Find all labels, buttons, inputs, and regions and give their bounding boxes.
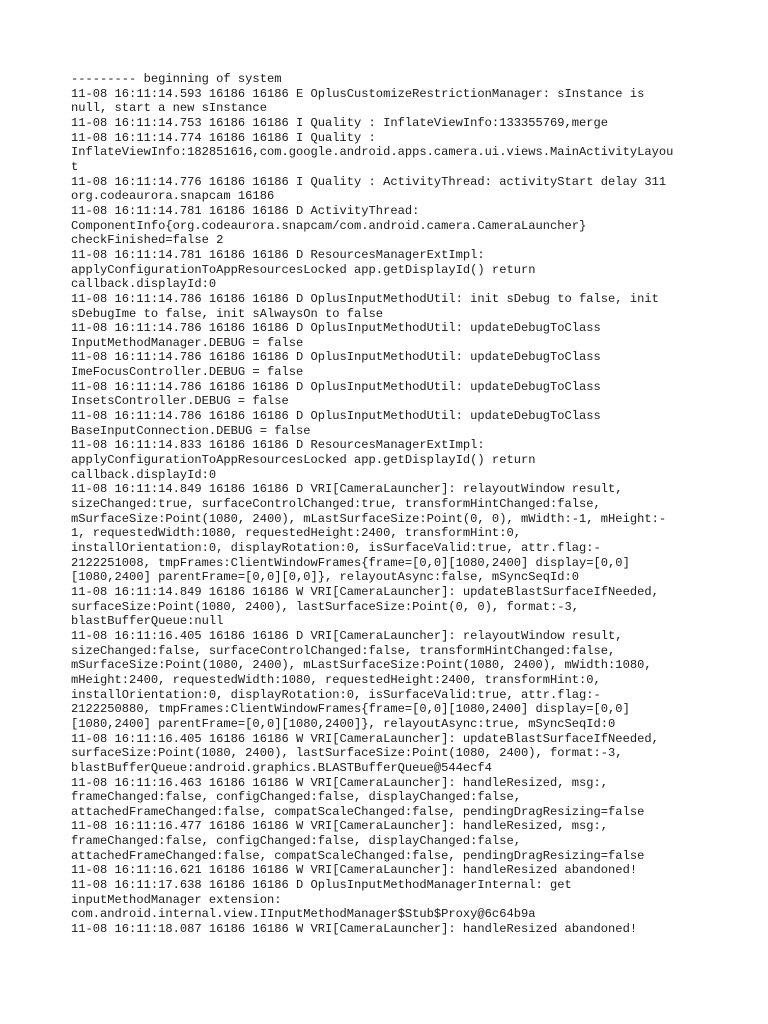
log-line: 11-08 16:11:14.776 16186 16186 I Quality : ActivityThread: activityStart delay 311 xyxy=(71,174,667,189)
log-line: 11-08 16:11:14.781 16186 16186 D ResourcesManagerExtImpl: xyxy=(71,247,485,262)
log-line: 11-08 16:11:14.786 16186 16186 D OplusInputMethodUtil: updateDebugToClass xyxy=(71,321,601,336)
log-line: 11-08 16:11:14.774 16186 16186 I Quality : xyxy=(71,130,376,145)
log-line: ImeFocusController.DEBUG = false xyxy=(71,365,304,380)
log-line: mSurfaceSize:Point(1080, 2400), mLastSurfaceSize:Point(0, 0), mWidth:-1, mHeight:- xyxy=(71,511,667,526)
log-line: InflateViewInfo:182851616,com.google.android.apps.camera.ui.views.MainActivityLayou xyxy=(71,145,674,160)
log-line: [1080,2400] parentFrame=[0,0][0,0]}, relayoutAsync:false, mSyncSeqId:0 xyxy=(71,570,580,585)
log-line: InsetsController.DEBUG = false xyxy=(71,394,289,409)
log-line: 2122251008, tmpFrames:ClientWindowFrames{frame=[0,0][1080,2400] display=[0,0] xyxy=(71,555,630,570)
log-line: surfaceSize:Point(1080, 2400), lastSurfaceSize:Point(0, 0), format:-3, xyxy=(71,599,580,614)
log-line: sDebugIme to false, init sAlwaysOn to false xyxy=(71,306,384,321)
log-line: 11-08 16:11:17.638 16186 16186 D OplusInputMethodManagerInternal: get xyxy=(71,878,572,893)
log-line: 11-08 16:11:14.849 16186 16186 D VRI[CameraLauncher]: relayoutWindow result, xyxy=(71,482,623,497)
log-line: installOrientation:0, displayRotation:0, isSurfaceValid:true, attr.flag:- xyxy=(71,687,601,702)
log-line: org.codeaurora.snapcam 16186 xyxy=(71,189,275,204)
log-line: null, start a new sInstance xyxy=(71,101,267,116)
log-line: [1080,2400] parentFrame=[0,0][1080,2400]}, relayoutAsync:true, mSyncSeqId:0 xyxy=(71,716,616,731)
log-line: 11-08 16:11:16.405 16186 16186 W VRI[CameraLauncher]: updateBlastSurfaceIfNeeded, xyxy=(71,731,659,746)
log-line: 11-08 16:11:14.786 16186 16186 D OplusInputMethodUtil: updateDebugToClass xyxy=(71,350,601,365)
log-line: attachedFrameChanged:false, compatScaleChanged:false, pendingDragResizing=false xyxy=(71,848,645,863)
log-line: applyConfigurationToAppResourcesLocked app.getDisplayId() return xyxy=(71,262,536,277)
log-line: 11-08 16:11:16.477 16186 16186 W VRI[CameraLauncher]: handleResized, msg:, xyxy=(71,819,609,834)
log-line: frameChanged:false, configChanged:false, displayChanged:false, xyxy=(71,834,521,849)
log-line: applyConfigurationToAppResourcesLocked app.getDisplayId() return xyxy=(71,453,536,468)
log-line: 11-08 16:11:14.833 16186 16186 D ResourcesManagerExtImpl: xyxy=(71,438,485,453)
log-line: 11-08 16:11:18.087 16186 16186 W VRI[CameraLauncher]: handleResized abandoned! xyxy=(71,922,638,937)
log-line: com.android.internal.view.IInputMethodManager$Stub$Proxy@6c64b9a xyxy=(71,907,536,922)
log-line: 11-08 16:11:14.849 16186 16186 W VRI[CameraLauncher]: updateBlastSurfaceIfNeeded, xyxy=(71,584,659,599)
log-line: InputMethodManager.DEBUG = false xyxy=(71,335,304,350)
log-line: attachedFrameChanged:false, compatScaleChanged:false, pendingDragResizing=false xyxy=(71,804,645,819)
log-line: 11-08 16:11:14.753 16186 16186 I Quality : InflateViewInfo:133355769,merge xyxy=(71,115,609,130)
log-line: BaseInputConnection.DEBUG = false xyxy=(71,423,311,438)
log-line: 2122250880, tmpFrames:ClientWindowFrames{frame=[0,0][1080,2400] display=[0,0] xyxy=(71,702,630,717)
log-line: 11-08 16:11:14.786 16186 16186 D OplusInputMethodUtil: init sDebug to false, init xyxy=(71,291,659,306)
log-line: t xyxy=(71,159,79,174)
log-line: sizeChanged:false, surfaceControlChanged:false, transformHintChanged:false, xyxy=(71,643,616,658)
log-line: ComponentInfo{org.codeaurora.snapcam/com.android.camera.CameraLauncher} xyxy=(71,218,587,233)
log-line: blastBufferQueue:null xyxy=(71,614,224,629)
log-line: mHeight:2400, requestedWidth:1080, requestedHeight:2400, transformHint:0, xyxy=(71,672,601,687)
log-line: checkFinished=false 2 xyxy=(71,233,224,248)
log-line: blastBufferQueue:android.graphics.BLASTBufferQueue@544ecf4 xyxy=(71,760,492,775)
log-document xyxy=(71,72,711,937)
log-line: --------- beginning of system xyxy=(71,72,282,86)
log-line: callback.displayId:0 xyxy=(71,277,217,292)
log-line: 11-08 16:11:16.405 16186 16186 D VRI[CameraLauncher]: relayoutWindow result, xyxy=(71,628,623,643)
log-line: mSurfaceSize:Point(1080, 2400), mLastSurfaceSize:Point(1080, 2400), mWidth:1080, xyxy=(71,658,652,673)
log-line: callback.displayId:0 xyxy=(71,467,217,482)
log-line: sizeChanged:true, surfaceControlChanged:true, transformHintChanged:false, xyxy=(71,497,601,512)
log-line: frameChanged:false, configChanged:false, displayChanged:false, xyxy=(71,790,521,805)
log-line: 1, requestedWidth:1080, requestedHeight:2400, transformHint:0, xyxy=(71,526,521,541)
log-line: 11-08 16:11:16.463 16186 16186 W VRI[CameraLauncher]: handleResized, msg:, xyxy=(71,775,609,790)
log-line: inputMethodManager extension: xyxy=(71,892,282,907)
log-line: 11-08 16:11:16.621 16186 16186 W VRI[CameraLauncher]: handleResized abandoned! xyxy=(71,863,638,878)
log-line: 11-08 16:11:14.593 16186 16186 E OplusCustomizeRestrictionManager: sInstance is xyxy=(71,86,645,101)
log-line: 11-08 16:11:14.786 16186 16186 D OplusInputMethodUtil: updateDebugToClass xyxy=(71,379,601,394)
log-line: 11-08 16:11:14.786 16186 16186 D OplusInputMethodUtil: updateDebugToClass xyxy=(71,409,601,424)
log-line: surfaceSize:Point(1080, 2400), lastSurfaceSize:Point(1080, 2400), format:-3, xyxy=(71,746,623,761)
log-line: installOrientation:0, displayRotation:0, isSurfaceValid:true, attr.flag:- xyxy=(71,541,601,555)
log-line: 11-08 16:11:14.781 16186 16186 D ActivityThread: xyxy=(71,203,420,218)
